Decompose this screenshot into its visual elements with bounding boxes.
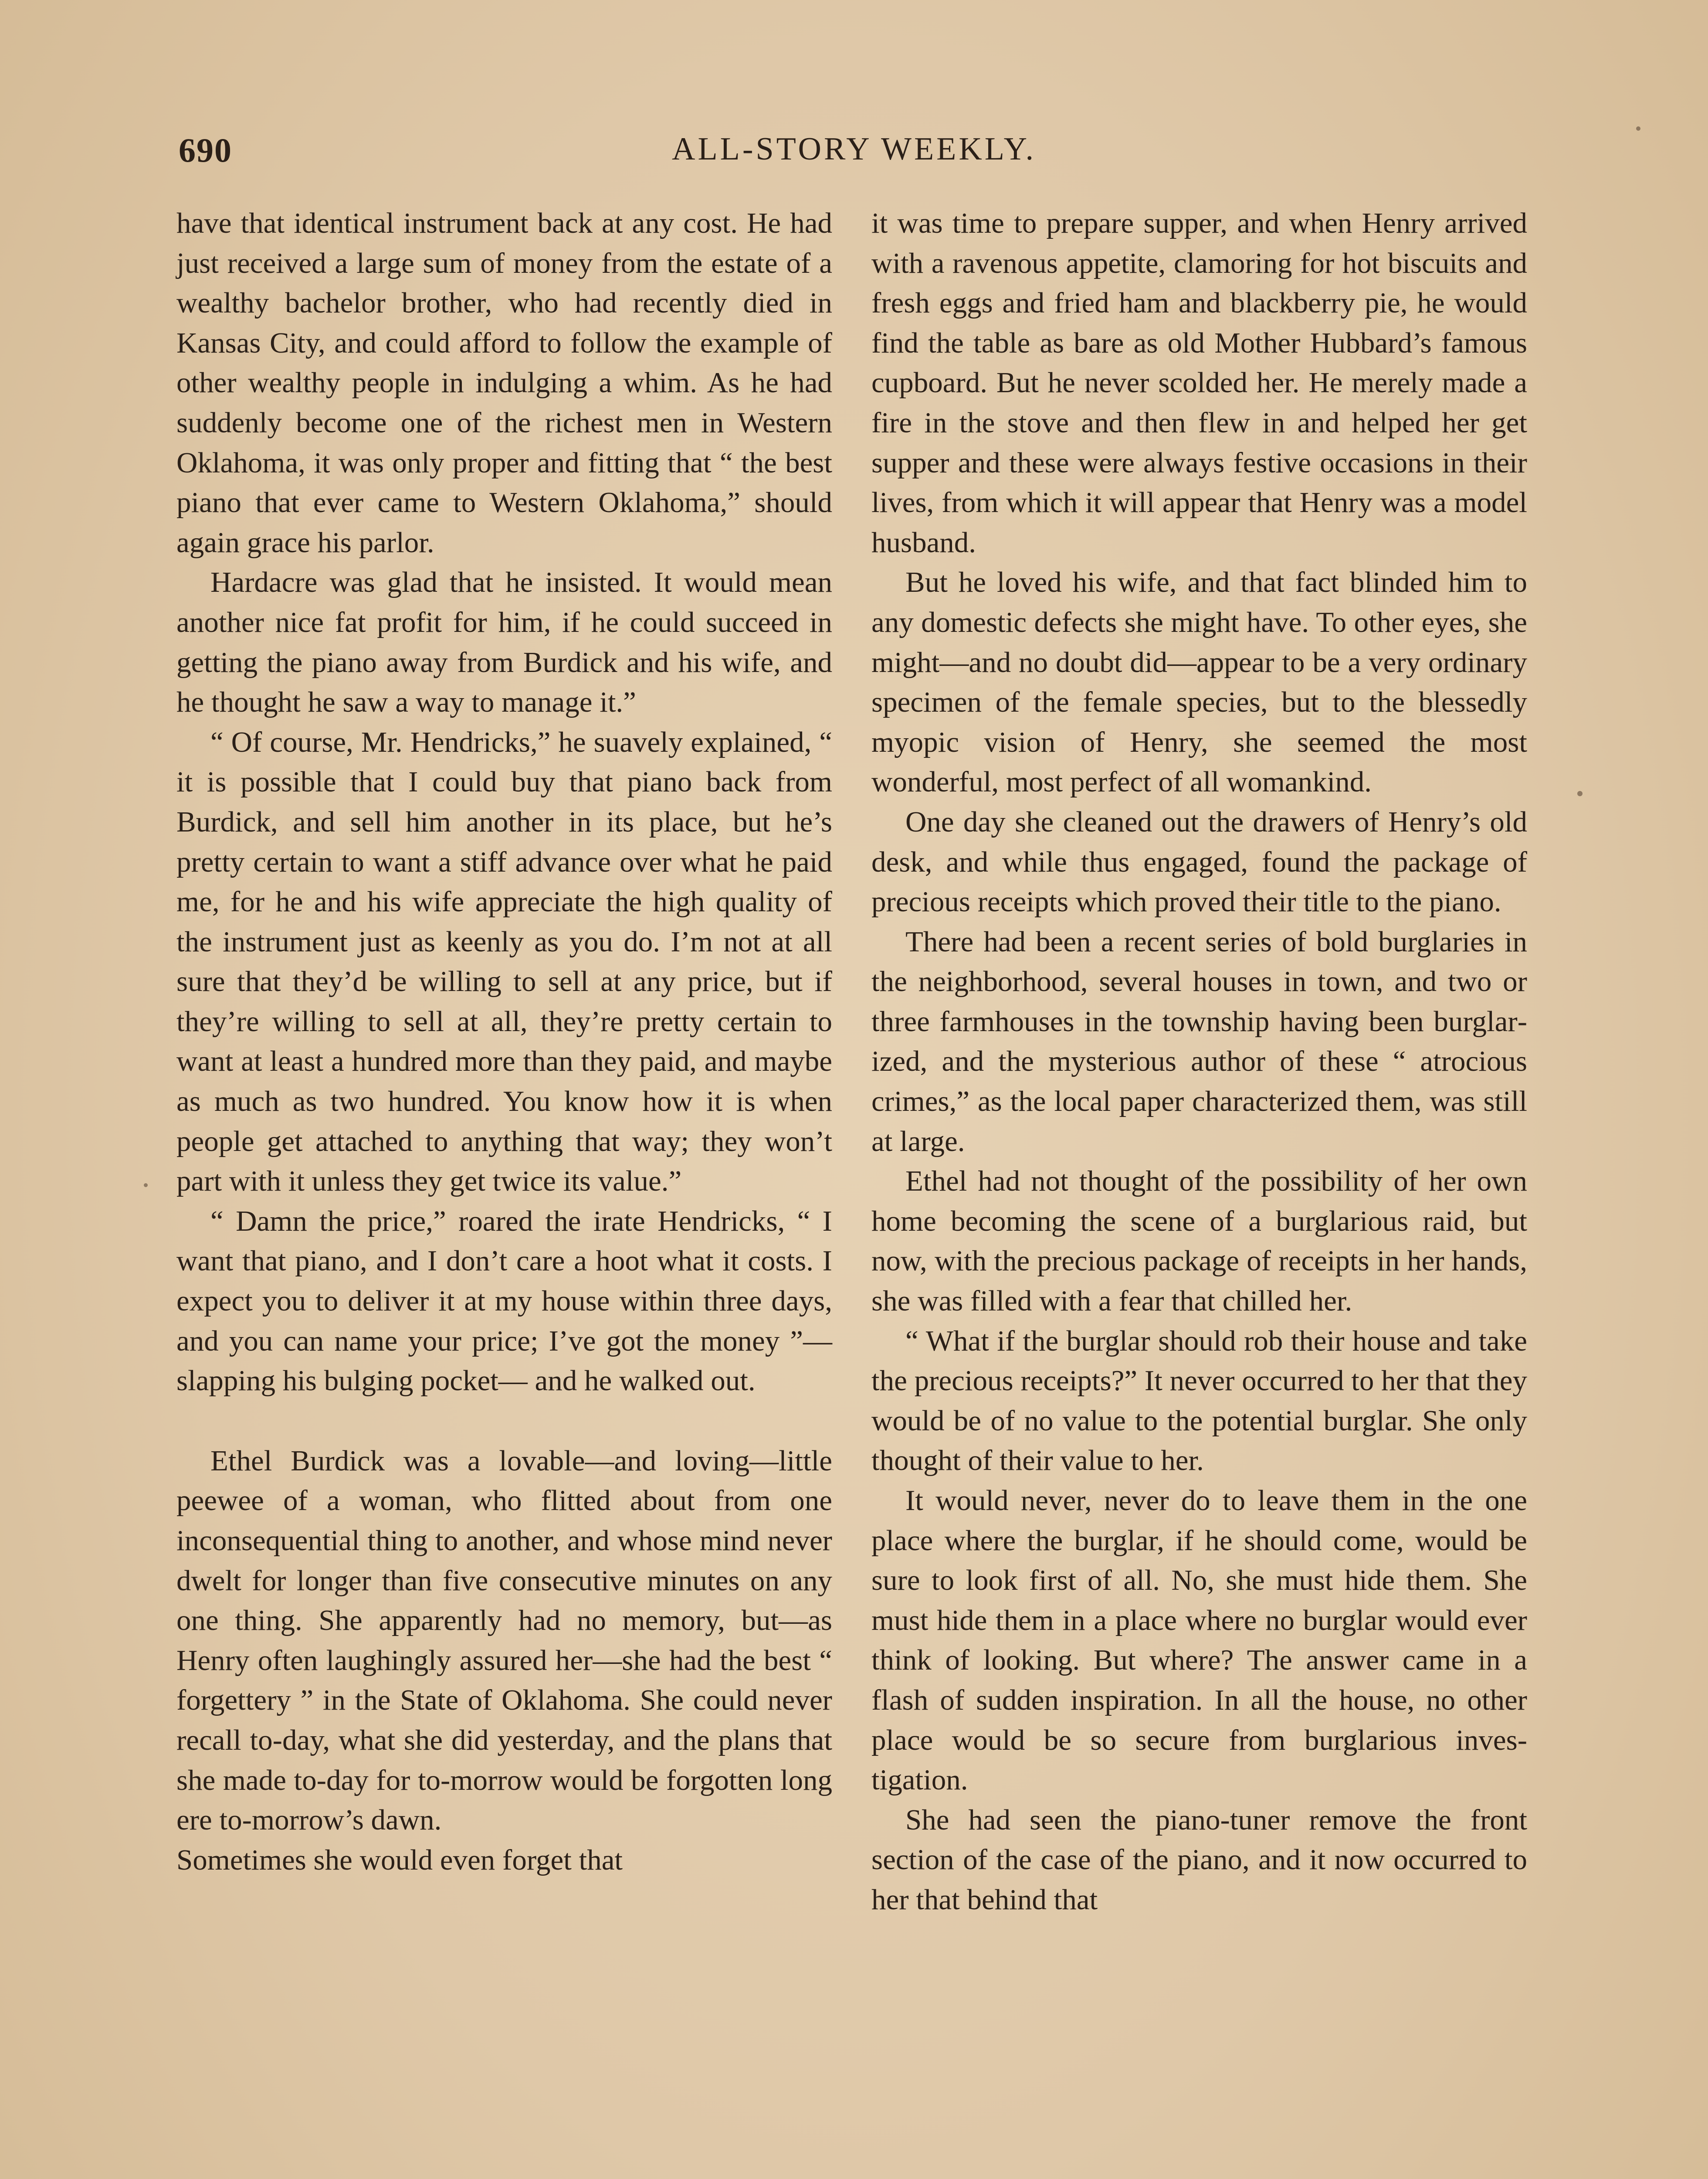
paragraph: “ Of course, Mr. Hendricks,” he suavely explained, “ it is possible that I could buy that piano back from Burdick, and sell him another in its place, but he’s pretty certain to want a stiff advance over what he paid me, for he and his wife appreciate the high quality of the instrument just as keenly as you do. I’m not at all sure that they’d be willing to sell at any price, but if they’re willing to sell at all, they’re pretty certain to want at least a hundred more than they paid, and maybe as much as two hundred. You know how it is when people get attached to anything that way; they won’t part with it unless they get twice its value.” [176,726,832,1198]
page-number: 690 [179,131,232,169]
paragraph: Ethel had not thought of the possibility of her own home becoming the scene of a burglarious raid, but now, with the precious package of receipts in her hands, she was filled with a fear that chilled her. [871,1165,1527,1317]
paragraph: have that identical instrument back at any cost. He had just received a large sum of money from the estate of a wealthy bachelor brother, who had recently died in Kansas City, and could afford to follow the example of other wealthy people in indulging a whim. As he had suddenly become one of the richest men in Western Oklahoma, it was only proper and fitting that “ the best piano that ever came to Western Oklahoma,” should again grace his parlor. [176,207,832,559]
paragraph: “ What if the burglar should rob their house and take the precious receipts?” It never occurred to her that they would be of no value to the potential burglar. She only thought of their value to her. [871,1324,1527,1477]
paragraph: it was time to prepare supper, and when Henry arrived with a ravenous appetite, clamoring for hot biscuits and fresh eggs and fried ham and blackberry pie, he would find the table as bare as old Mother Hubbard’s famous cupboard. But he never scolded her. He merely made a fire in the stove and then flew in and helped her get supper and these were always festive occasions in their lives, from which it will appear that Henry was a model husband. [871,207,1527,559]
paragraph: Sometimes she would even forget that [176,1843,623,1876]
paragraph: It would never, never do to leave them in the one place where the burglar, if he should come, would be sure to look first of all. No, she must hide them. She must hide them in a place where no burglar would ever think of looking. But where? The answer came in a flash of sudden inspiration. In all the house, no other place would be so secure from burglarious investigation. [871,1484,1527,1796]
paragraph: One day she cleaned out the drawers of Henry’s old desk, and while thus engaged, found the package of precious receipts which proved their title to the piano. [871,805,1527,918]
running-head: ALL-STORY WEEKLY. [672,131,1036,167]
paragraph: She had seen the piano-tuner remove the front section of the case of the piano, and it now occurred to her that behind that [871,1803,1527,1916]
paragraph: Hardacre was glad that he insisted. It would mean another nice fat profit for him, if he could succeed in getting the piano away from Burdick and his wife, and he thought he saw a way to manage it.” [176,566,832,719]
paragraph: “ Damn the price,” roared the irate Hendricks, “ I want that piano, and I don’t care a hoot what it costs. I expect you to deliver it at my house within three days, and you can name your price; I’ve got the money ”—slapping his bulging pocket— and he walked out. [176,1205,832,1397]
page-header [179,131,1529,179]
paper-speck [1636,126,1640,131]
right-column [871,204,1527,1920]
paragraph: There had been a recent series of bold burglaries in the neighborhood, several houses in town, and two or three farmhouses in the township having been burglarized, and the mysterious author of these “ atrocious crimes,” as the local paper characterized them, was still at large. [871,925,1527,1157]
paper-speck [144,1183,148,1187]
paragraph: But he loved his wife, and that fact blinded him to any domestic defects she might have. To other eyes, she might—and no doubt did—appear to be a very ordinary specimen of the female species, but to the blessedly myopic vision of Henry, she seemed the most wonderful, most perfect of all womankind. [871,566,1527,798]
paragraph: Ethel Burdick was a lovable—and loving—little peewee of a woman, who flitted about from one inconsequential thing to another, and whose mind never dwelt for longer than five consecutive minutes on any one thing. She apparently had no memory, but—as Henry often laughingly assured her—she had the best “ forgettery ” in the State of Oklahoma. She could never recall to-day, what she did yesterday, and the plans that she made to-day for to-morrow would be forgotten long ere to-morrow’s dawn. [176,1444,832,1836]
paper-speck [1577,791,1583,796]
left-column [176,204,832,1880]
